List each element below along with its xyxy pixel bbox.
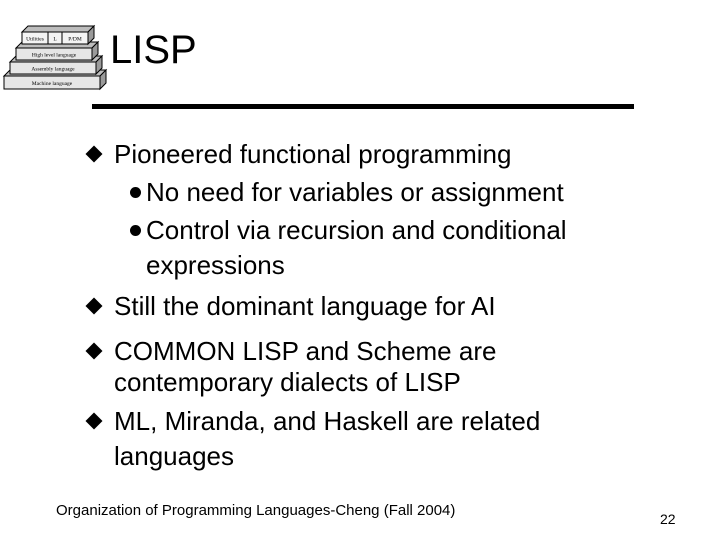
footer-text: Organization of Programming Languages-Cheng (Fall 2004) (56, 502, 456, 519)
bullet-item: ML, Miranda, and Haskell are related (114, 406, 541, 436)
bullet-item: Still the dominant language for AI (114, 291, 496, 321)
bullet-item-continued: languages (114, 441, 234, 471)
dot-bullet-icon (130, 225, 141, 236)
layered-stack-icon (2, 18, 110, 92)
diamond-bullet-icon (86, 413, 103, 430)
slide-title: LISP (110, 28, 197, 72)
sub-bullet-item-continued: expressions (146, 250, 285, 280)
title-divider (92, 104, 634, 109)
logo-row-utilities: Utilities (26, 36, 44, 43)
logo-row-high-level: High level language (31, 52, 77, 59)
diamond-bullet-icon (86, 343, 103, 360)
bullet-item-continued: contemporary dialects of LISP (114, 367, 461, 397)
bullet-item: COMMON LISP and Scheme are (114, 336, 497, 366)
logo-row-l: L (53, 36, 57, 43)
logo-row-pdm: P/DM (68, 36, 82, 43)
sub-bullet-item: No need for variables or assignment (146, 177, 564, 207)
logo-row-assembly: Assembly language (31, 66, 75, 73)
bullet-item: Pioneered functional programming (114, 139, 512, 169)
logo-row-machine: Machine language (31, 81, 73, 87)
diamond-bullet-icon (86, 298, 103, 315)
dot-bullet-icon (130, 187, 141, 198)
sub-bullet-item: Control via recursion and conditional (146, 215, 567, 245)
diamond-bullet-icon (86, 146, 103, 163)
page-number: 22 (660, 511, 676, 527)
